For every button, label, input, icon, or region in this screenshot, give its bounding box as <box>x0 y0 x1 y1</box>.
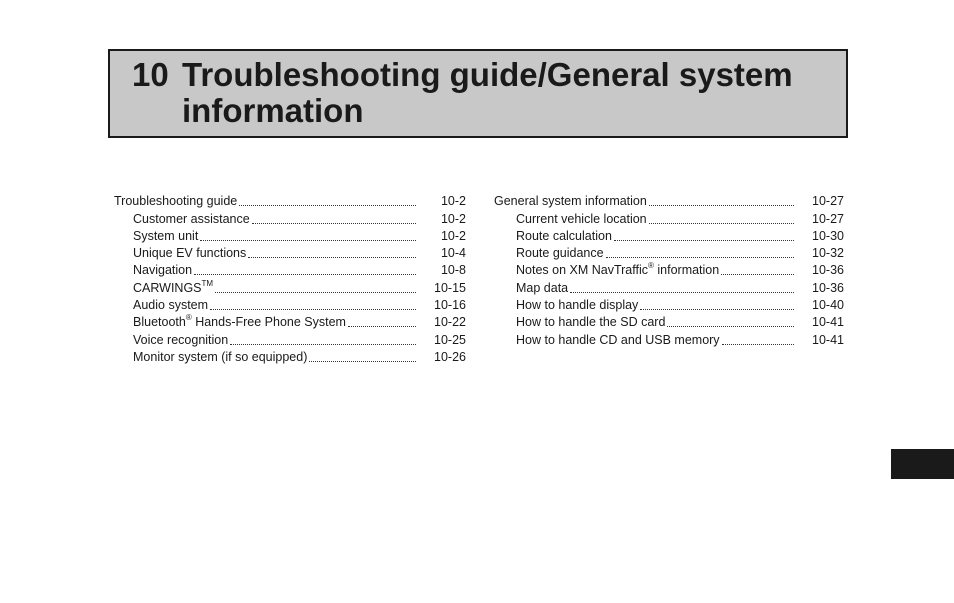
toc-page-number: 10-2 <box>440 194 466 209</box>
chapter-title: Troubleshooting guide/General system information <box>182 56 793 129</box>
toc-entry-title: How to handle display <box>516 298 639 313</box>
toc-page-number: 10-30 <box>812 228 844 243</box>
toc-entry-label <box>133 212 250 227</box>
dot-leader <box>210 308 416 310</box>
toc-entry-label <box>114 194 237 209</box>
toc-entry[interactable] <box>494 227 844 244</box>
toc-entry-title: Customer assistance <box>133 211 250 226</box>
toc-entry[interactable] <box>494 296 844 313</box>
toc-entry-title: Route calculation <box>516 228 612 243</box>
toc-entry-label <box>516 229 612 244</box>
dot-leader <box>230 343 416 345</box>
toc-entry[interactable] <box>114 330 466 347</box>
toc-right-column <box>494 192 844 348</box>
trademark-mark: ® <box>648 261 654 271</box>
toc-entry-title: Route guidance <box>516 246 604 261</box>
toc-entry[interactable] <box>114 261 466 278</box>
toc-entry-title: Notes on XM NavTraffic <box>516 263 648 278</box>
dot-leader <box>649 222 794 224</box>
toc-page-number: 10-2 <box>440 228 466 243</box>
toc-entry[interactable] <box>494 209 844 226</box>
toc-entry-label <box>133 333 228 348</box>
toc-entry-label <box>516 281 568 296</box>
dot-leader <box>200 239 416 241</box>
dot-leader <box>194 273 416 275</box>
toc-entry[interactable] <box>114 348 466 365</box>
toc-entry-title: General system information <box>494 194 647 209</box>
toc-entry-title: Unique EV functions <box>133 246 247 261</box>
trademark-mark: ® <box>185 313 192 323</box>
toc-page-number: 10-8 <box>440 263 466 278</box>
toc-entry-title: Bluetooth <box>133 315 186 330</box>
toc-entry-label <box>133 298 208 313</box>
toc-entry-title: Audio system <box>133 298 209 313</box>
toc-page-number: 10-16 <box>434 298 466 313</box>
dot-leader <box>309 360 416 362</box>
dot-leader <box>614 239 794 241</box>
toc-entry[interactable] <box>114 244 466 261</box>
toc-entry[interactable] <box>494 330 844 347</box>
toc-entry-label <box>516 298 638 313</box>
toc-entry-title: Map data <box>516 280 569 295</box>
toc-entry[interactable] <box>114 296 466 313</box>
toc-entry-title: System unit <box>133 228 199 243</box>
dot-leader <box>215 291 416 293</box>
toc-page-number: 10-40 <box>812 298 844 313</box>
toc-entry-title: Troubleshooting guide <box>114 194 238 209</box>
chapter-header <box>108 49 848 138</box>
dot-leader <box>667 325 794 327</box>
toc-entry-title: Current vehicle location <box>516 211 647 226</box>
toc-page-number: 10-26 <box>434 349 466 364</box>
toc-entry-title: Voice recognition <box>133 332 229 347</box>
toc-page-number: 10-27 <box>812 194 844 209</box>
dot-leader <box>606 256 794 258</box>
toc-page-number: 10-41 <box>812 332 844 347</box>
toc-page-number: 10-36 <box>812 280 844 295</box>
toc-page-number: 10-27 <box>812 211 844 226</box>
toc-page-number: 10-15 <box>434 280 466 295</box>
toc-entry-title-suffix: information <box>653 263 720 278</box>
toc-entry-label <box>516 246 604 261</box>
toc-entry-title: Navigation <box>133 263 193 278</box>
toc-page-number: 10-32 <box>812 246 844 261</box>
toc-entry-label <box>133 350 307 365</box>
toc-entry[interactable] <box>494 192 844 209</box>
toc-entry-label <box>516 263 719 278</box>
toc-page-number: 10-4 <box>440 246 466 261</box>
dot-leader <box>640 308 794 310</box>
dot-leader <box>721 273 794 275</box>
chapter-number: 10 <box>132 56 169 93</box>
chapter-side-tab <box>891 449 954 479</box>
dot-leader <box>722 343 794 345</box>
toc-entry[interactable] <box>114 313 466 330</box>
dot-leader <box>252 222 416 224</box>
toc-left-column <box>114 192 466 365</box>
dot-leader <box>248 256 416 258</box>
dot-leader <box>239 204 416 206</box>
dot-leader <box>649 204 794 206</box>
toc-entry[interactable] <box>494 278 844 295</box>
toc-entry-label <box>494 194 647 209</box>
toc-entry[interactable] <box>114 227 466 244</box>
toc-entry-title: CARWINGS <box>133 280 202 295</box>
toc-page-number: 10-25 <box>434 332 466 347</box>
toc-page-number: 10-36 <box>812 263 844 278</box>
toc-entry-label <box>133 278 214 296</box>
toc-page-number: 10-2 <box>440 211 466 226</box>
toc-page-number: 10-22 <box>434 315 466 330</box>
toc-entry-label <box>133 229 198 244</box>
toc-page-number: 10-41 <box>812 315 844 330</box>
toc-entry-label <box>516 212 647 227</box>
toc-entry-label <box>516 333 720 348</box>
toc-entry-label <box>133 246 246 261</box>
toc-entry-title-suffix: Hands-Free Phone System <box>191 315 346 330</box>
toc-entry[interactable] <box>494 313 844 330</box>
toc-entry[interactable] <box>114 278 466 295</box>
trademark-mark: TM <box>201 278 214 288</box>
toc-entry-label <box>516 315 665 330</box>
toc-entry[interactable] <box>494 261 844 278</box>
toc-entry-title: How to handle the SD card <box>516 315 666 330</box>
toc-entry[interactable] <box>114 209 466 226</box>
toc-entry-label <box>133 315 346 330</box>
dot-leader <box>570 291 794 293</box>
toc-entry-label <box>133 263 192 278</box>
toc-entry[interactable] <box>494 244 844 261</box>
toc-entry-title: How to handle CD and USB memory <box>516 332 720 347</box>
toc-entry-title: Monitor system (if so equipped) <box>133 349 308 364</box>
toc-entry[interactable] <box>114 192 466 209</box>
dot-leader <box>348 325 416 327</box>
